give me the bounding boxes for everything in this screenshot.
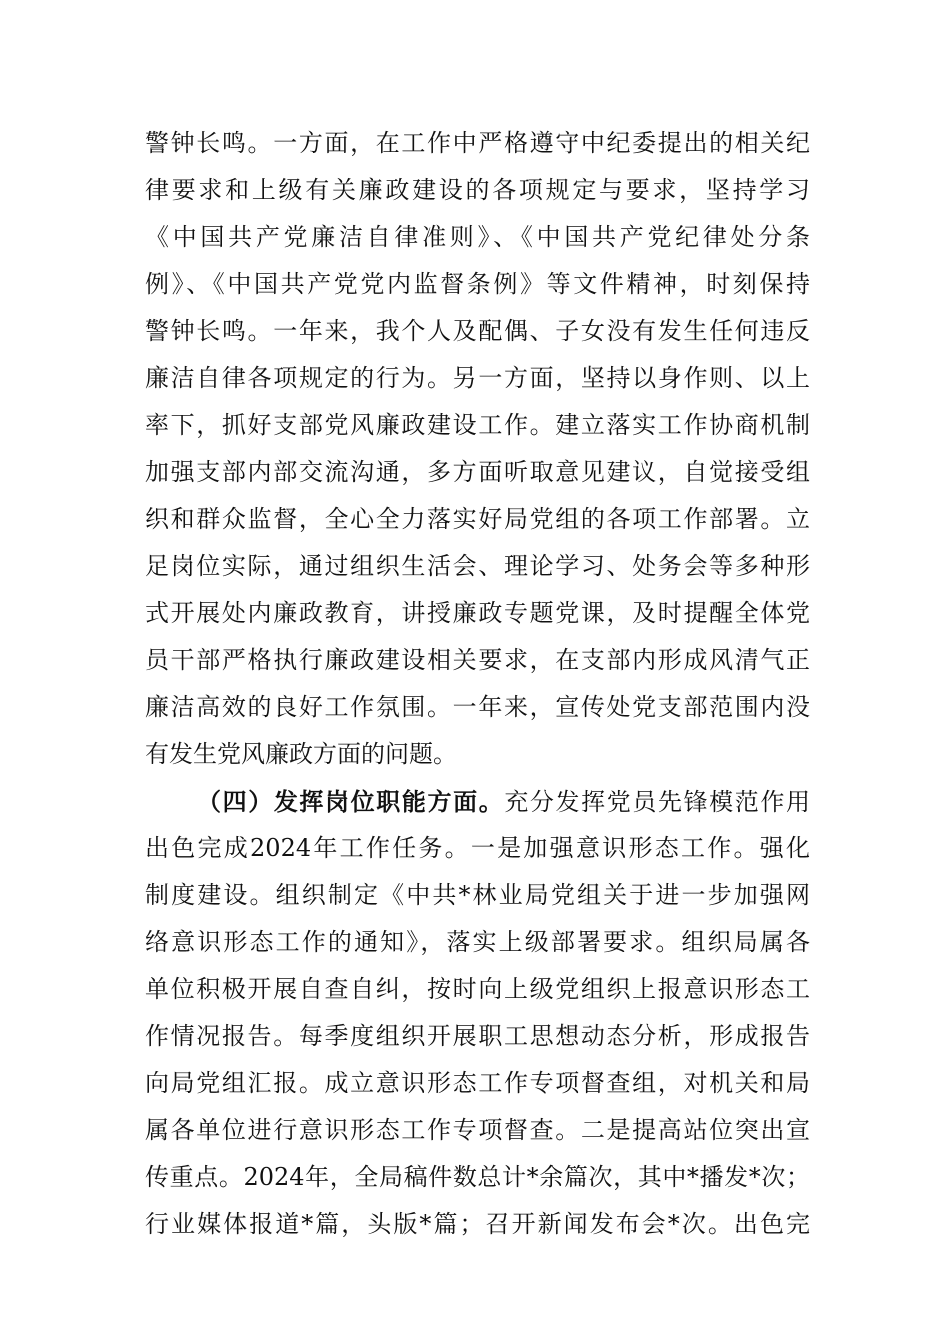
text-line: 式开展处内廉政教育，讲授廉政专题党课，及时提醒全体党: [145, 599, 810, 627]
text-line: 律要求和上级有关廉政建设的各项规定与要求，坚持学习: [145, 176, 810, 204]
text-line: 行业媒体报道*篇，头版*篇；召开新闻发布会*次。出色完: [145, 1210, 810, 1238]
text-line: 足岗位实际，通过组织生活会、理论学习、处务会等多种形: [145, 552, 810, 580]
text-run: 充分发挥党员先锋模范作用: [504, 788, 811, 816]
text-line: 警钟长鸣。一方面，在工作中严格遵守中纪委提出的相关纪: [145, 129, 810, 157]
text-line: 织和群众监督，全心全力落实好局党组的各项工作部署。立: [145, 505, 810, 533]
paragraph-4-first-line: [145, 778, 810, 825]
text-line: 廉洁高效的良好工作氛围。一年来，宣传处党支部范围内没: [145, 693, 810, 721]
text-line: 向局党组汇报。成立意识形态工作专项督查组，对机关和局: [145, 1069, 810, 1097]
document-body: [145, 120, 810, 1248]
text-line: 员干部严格执行廉政建设相关要求，在支部内形成风清气正: [145, 646, 810, 674]
text-line: 属各单位进行意识形态工作专项督查。二是提高站位突出宣: [145, 1116, 810, 1144]
text-line: 《中国共产党廉洁自律准则》、《中国共产党纪律处分条: [145, 223, 810, 251]
text-line: 加强支部内部交流沟通，多方面听取意见建议，自觉接受组: [145, 458, 810, 486]
text-line: 作情况报告。每季度组织开展职工思想动态分析，形成报告: [145, 1022, 810, 1050]
text-line: 有发生党风廉政方面的问题。: [145, 740, 457, 768]
text-line: 单位积极开展自查自纠，按时向上级党组织上报意识形态工: [145, 975, 810, 1003]
text-line: 廉洁自律各项规定的行为。另一方面，坚持以身作则、以上: [145, 364, 810, 392]
section-heading: （四）发挥岗位职能方面。: [197, 787, 505, 816]
paragraph-4: [145, 778, 810, 1248]
text-line: 警钟长鸣。一年来，我个人及配偶、子女没有发生任何违反: [145, 317, 810, 345]
text-line: 出色完成2024年工作任务。一是加强意识形态工作。强化: [145, 834, 810, 862]
paragraph-3-continued: [145, 120, 810, 778]
text-line: 络意识形态工作的通知》，落实上级部署要求。组织局属各: [145, 928, 810, 956]
text-line: 例》、《中国共产党党内监督条例》等文件精神，时刻保持: [145, 270, 810, 298]
text-line: 率下，抓好支部党风廉政建设工作。建立落实工作协商机制: [145, 411, 810, 439]
text-line: 传重点。2024年，全局稿件数总计*余篇次，其中*播发*次；: [145, 1163, 810, 1191]
text-line: 制度建设。组织制定《中共*林业局党组关于进一步加强网: [145, 881, 810, 909]
